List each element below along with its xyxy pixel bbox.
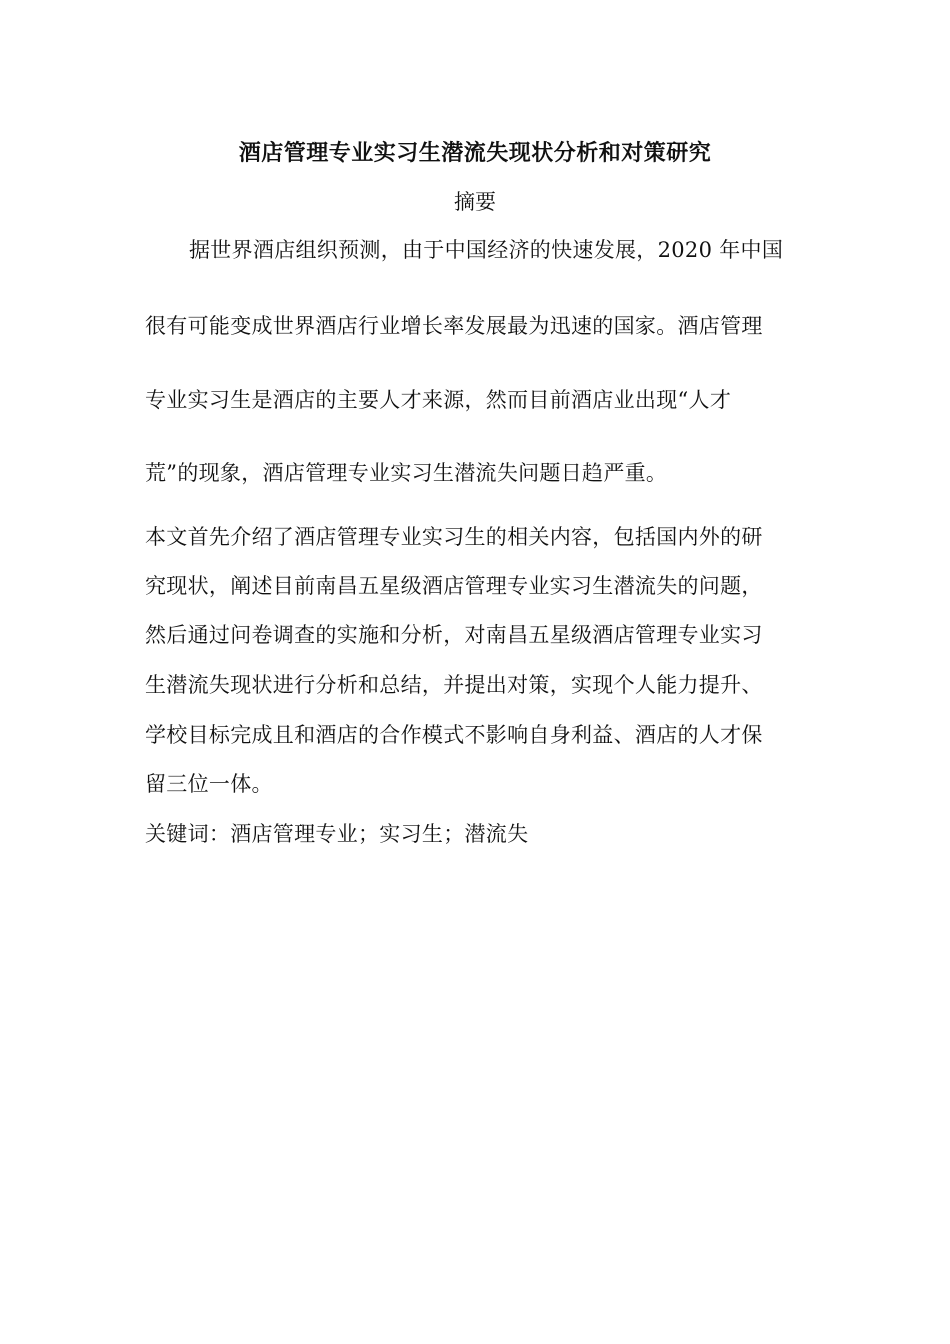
paragraph-line: 留三位一体。 xyxy=(145,772,273,796)
paragraph-line: 然后通过问卷调查的实施和分析，对南昌五星级酒店管理专业实习 xyxy=(145,623,763,647)
paragraph-line: 荒”的现象，酒店管理专业实习生潜流失问题日趋严重。 xyxy=(145,461,668,485)
paragraph-line: 本文首先介绍了酒店管理专业实习生的相关内容，包括国内外的研 xyxy=(145,525,763,549)
paragraph-line: 学校目标完成且和酒店的合作模式不影响自身利益、酒店的人才保 xyxy=(145,723,763,747)
paragraph-line: 生潜流失现状进行分析和总结，并提出对策，实现个人能力提升、 xyxy=(145,673,763,697)
paragraph-line: 专业实习生是酒店的主要人才来源，然而目前酒店业出现“人才 xyxy=(145,388,732,412)
document-title: 酒店管理专业实习生潜流失现状分析和对策研究 xyxy=(238,140,712,166)
paragraph-line: 究现状，阐述目前南昌五星级酒店管理专业实习生潜流失的问题， xyxy=(145,574,763,598)
paragraph-line: 据世界酒店组织预测，由于中国经济的快速发展，2020 年中国 xyxy=(189,238,784,262)
abstract-heading: 摘要 xyxy=(454,190,496,214)
keywords-line: 关键词：酒店管理专业；实习生；潜流失 xyxy=(145,822,529,846)
paragraph-line: 很有可能变成世界酒店行业增长率发展最为迅速的国家。酒店管理 xyxy=(145,314,763,338)
